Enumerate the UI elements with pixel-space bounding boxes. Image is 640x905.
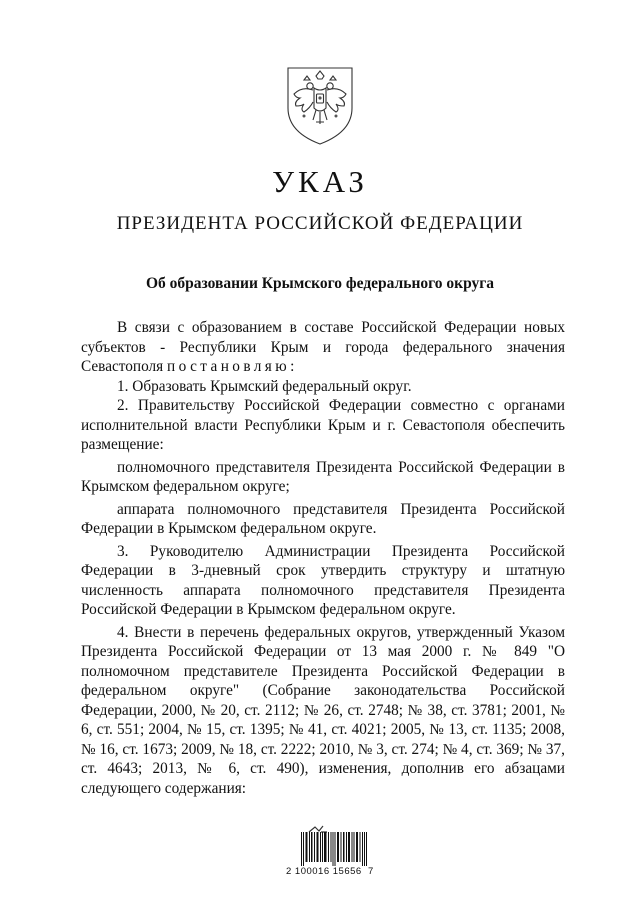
item-2-sub-2: аппарата полномочного представителя Президента Российской Федерации в Крымском федеральном округе. [81,500,565,537]
intro-paragraph [81,318,565,377]
item-4: 4. Внести в перечень федеральных округов, утвержденный Указом Президента Российской Федерации от 13 мая 2000 г. № 849 "О полномочном представителе Президента Российской Федерации в федеральном округе" (Собрание законодательства Российской Федерации, 2000, № 20, ст. 2112; № 26, ст. 2748; № 38, ст. 3781; 2001, № 6, ст. 551; 2004, № 15, ст. 1395; № 41, ст. 4021; 2005, № 13, ст. 1135; 2008, № 16, ст. 1673; 2009, № 18, ст. 2222; 2010, № 3, ст. 274; № 4, ст. 369; № 37, ст. 4643; 2013, № 6, ст. 490), изменения, дополнив его абзацами следующего содержания: [81,623,565,797]
intro-verb: постановляю: [167,358,298,375]
item-1: 1. Образовать Крымский федеральный округ. [117,377,412,395]
item-2: 2. Правительству Российской Федерации совместно с органами исполнительной власти Республики Крым и г. Севастополя обеспечить размещение: [81,397,565,453]
document-heading: Об образовании Крымского федерального округа [145,275,495,292]
barcode-icon [301,832,367,866]
coat-of-arms-icon [280,62,360,148]
document-subtitle: ПРЕЗИДЕНТА РОССИЙСКОЙ ФЕДЕРАЦИИ [116,213,524,234]
barcode-number: 2 100016 15656 7 [286,866,374,877]
item-2-sub-1: полномочного представителя Президента Российской Федерации в Крымском федеральном округе; [81,458,565,495]
document-body [81,318,565,798]
intro-text: В связи с образованием в составе Российской Федерации новых субъектов - Республики Крым и города федерального значения Севастополя [81,319,565,375]
item-3: 3. Руководителю Администрации Президента Российской Федерации в 3-дневный срок утвердить структуру и штатную численность аппарата полномочного представителя Президента Российской Федерации в Крымском федеральном округе. [81,542,565,618]
document-title: УКАЗ [272,164,368,199]
